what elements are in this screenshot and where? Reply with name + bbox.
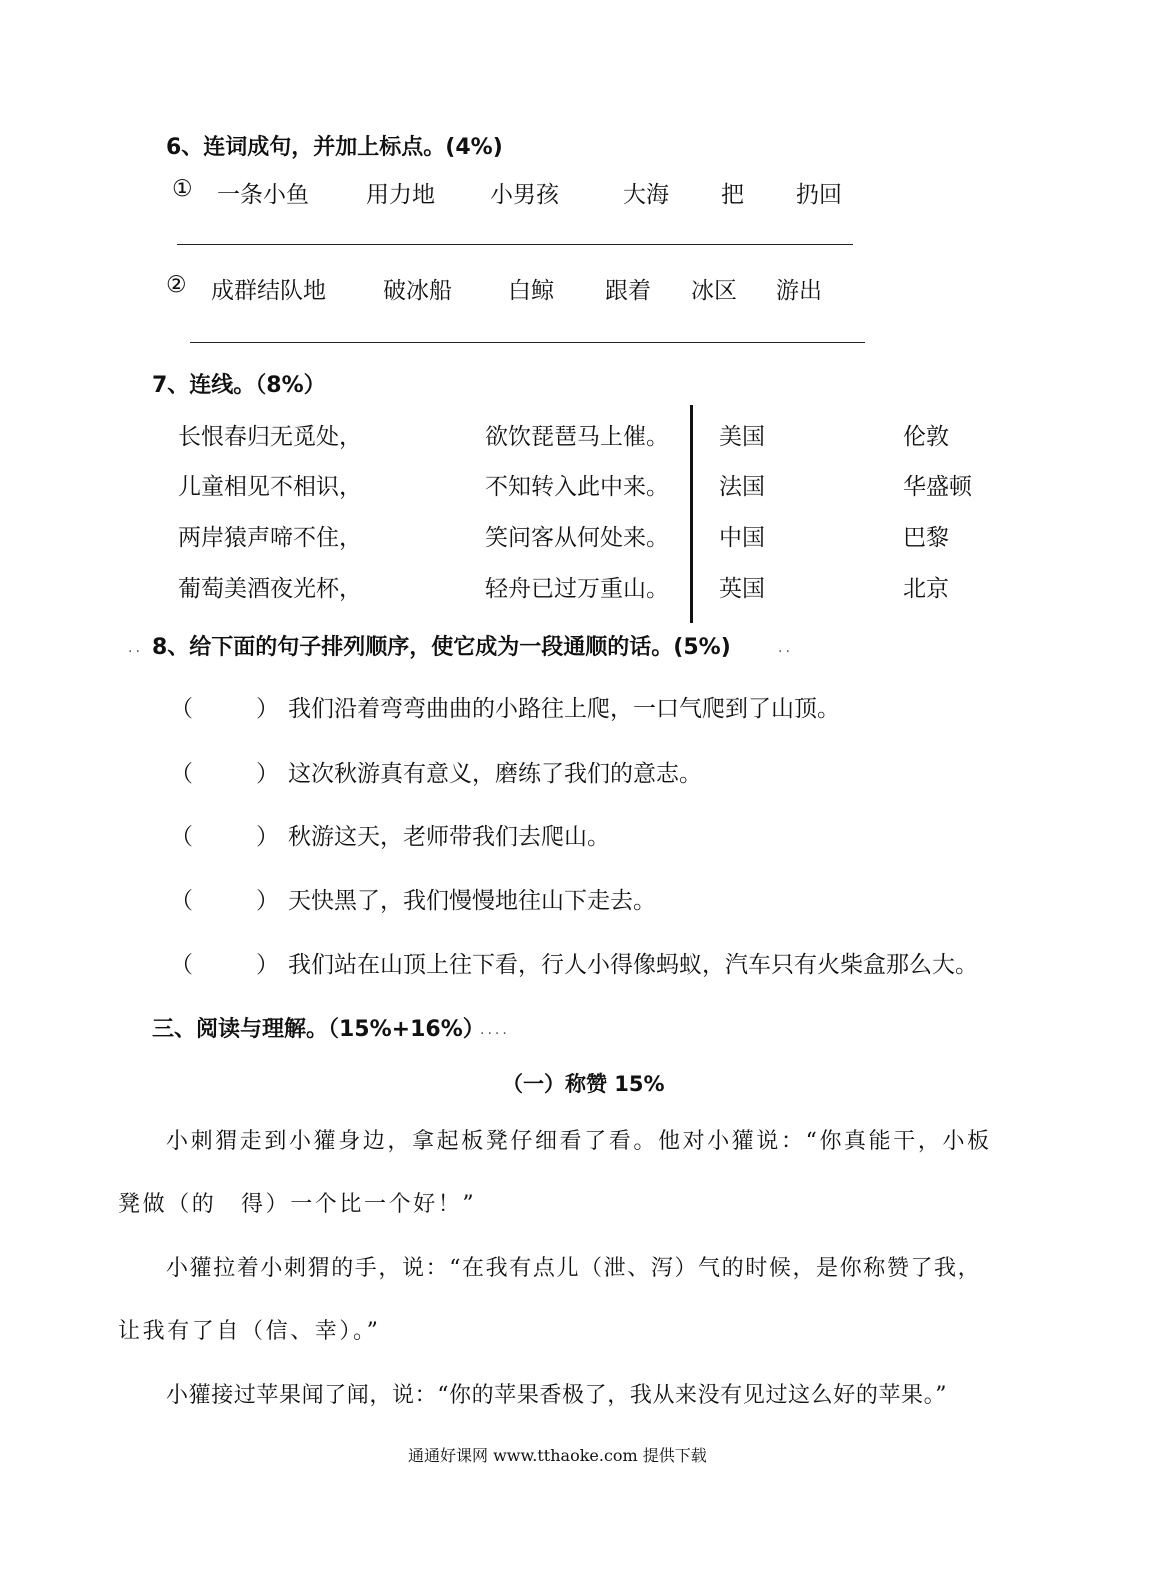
country-name: 中国 (719, 525, 765, 551)
order-bracket-close: ） (256, 952, 279, 978)
poem-line-end: 不知转入此中来。 (485, 474, 669, 500)
q6-row1-word: 小男孩 (490, 182, 559, 208)
q6-row1-number: ① (172, 176, 193, 202)
q6-heading: 6、连词成句，并加上标点。(4%) (166, 135, 503, 160)
q6-row1-word: 一条小鱼 (217, 182, 309, 208)
divider-line (690, 405, 693, 623)
poem-line-start: 儿童相见不相识， (178, 474, 362, 500)
decorative-dots: .. (128, 640, 143, 656)
order-bracket-close: ） (256, 696, 279, 722)
q6-row1-word: 大海 (623, 182, 669, 208)
country-name: 法国 (719, 474, 765, 500)
passage-paragraph: 小刺猬走到小獾身边，拿起板凳仔细看了看。他对小獾说：“你真能干，小板 (166, 1129, 992, 1154)
q6-row2-word: 跟着 (605, 278, 651, 304)
passage-paragraph: 让我有了自（信、幸）。” (118, 1319, 381, 1344)
order-bracket-open[interactable]: （ (170, 824, 193, 850)
q6-row2-word: 破冰船 (383, 278, 452, 304)
sentence-item: 这次秋游真有意义，磨练了我们的意志。 (288, 761, 702, 787)
section3-heading: 三、阅读与理解。（15%+16%） (152, 1017, 485, 1042)
capital-name: 华盛顿 (903, 474, 972, 500)
poem-line-start: 两岸猿声啼不住， (178, 525, 362, 551)
q6-row1-word: 扔回 (796, 182, 842, 208)
poem-line-start: 长恨春归无觅处， (178, 424, 362, 450)
sentence-item: 我们站在山顶上往下看，行人小得像蚂蚁，汽车只有火柴盒那么大。 (288, 952, 978, 978)
q6-row2-word: 游出 (776, 278, 822, 304)
poem-line-start: 葡萄美酒夜光杯， (178, 576, 362, 602)
decorative-dots: .... (480, 1022, 510, 1038)
capital-name: 巴黎 (903, 525, 949, 551)
q6-row2-word: 冰区 (691, 278, 737, 304)
q6-row2-word: 白鲸 (508, 278, 554, 304)
country-name: 美国 (719, 424, 765, 450)
country-name: 英国 (719, 576, 765, 602)
order-bracket-open[interactable]: （ (170, 696, 193, 722)
capital-name: 北京 (903, 576, 949, 602)
q6-row1-word: 把 (721, 182, 744, 208)
order-bracket-open[interactable]: （ (170, 888, 193, 914)
order-bracket-close: ） (256, 761, 279, 787)
passage-paragraph: 小獾接过苹果闻了闻，说：“你的苹果香极了，我从来没有见过这么好的苹果。” (166, 1383, 948, 1408)
q6-row2-number: ② (166, 272, 187, 298)
order-bracket-open[interactable]: （ (170, 761, 193, 787)
passage-paragraph: 凳做（的 得）一个比一个好！” (118, 1192, 477, 1217)
poem-line-end: 笑问客从何处来。 (485, 525, 669, 551)
sentence-item: 秋游这天，老师带我们去爬山。 (288, 824, 610, 850)
sentence-item: 天快黑了，我们慢慢地往山下走去。 (288, 888, 656, 914)
answer-line (177, 244, 853, 245)
passage-paragraph: 小獾拉着小刺猬的手，说：“在我有点儿（泄、泻）气的时候，是你称赞了我， (166, 1256, 982, 1281)
poem-line-end: 轻舟已过万重山。 (485, 576, 669, 602)
poem-line-end: 欲饮琵琶马上催。 (485, 424, 669, 450)
sentence-item: 我们沿着弯弯曲曲的小路往上爬，一口气爬到了山顶。 (288, 696, 840, 722)
order-bracket-close: ） (256, 888, 279, 914)
q6-row1-word: 用力地 (366, 182, 435, 208)
capital-name: 伦敦 (903, 424, 949, 450)
order-bracket-open[interactable]: （ (170, 952, 193, 978)
decorative-dots: .. (778, 640, 793, 656)
page-footer: 通通好课网 www.tthaoke.com 提供下载 (408, 1446, 707, 1465)
order-bracket-close: ） (256, 824, 279, 850)
q6-row2-word: 成群结队地 (211, 278, 326, 304)
section3-subheading: （一）称赞 15% (502, 1072, 665, 1096)
q8-heading: 8、给下面的句子排列顺序，使它成为一段通顺的话。(5%) (152, 635, 731, 660)
answer-line (190, 342, 865, 343)
q7-heading: 7、连线。（8%） (152, 373, 326, 398)
